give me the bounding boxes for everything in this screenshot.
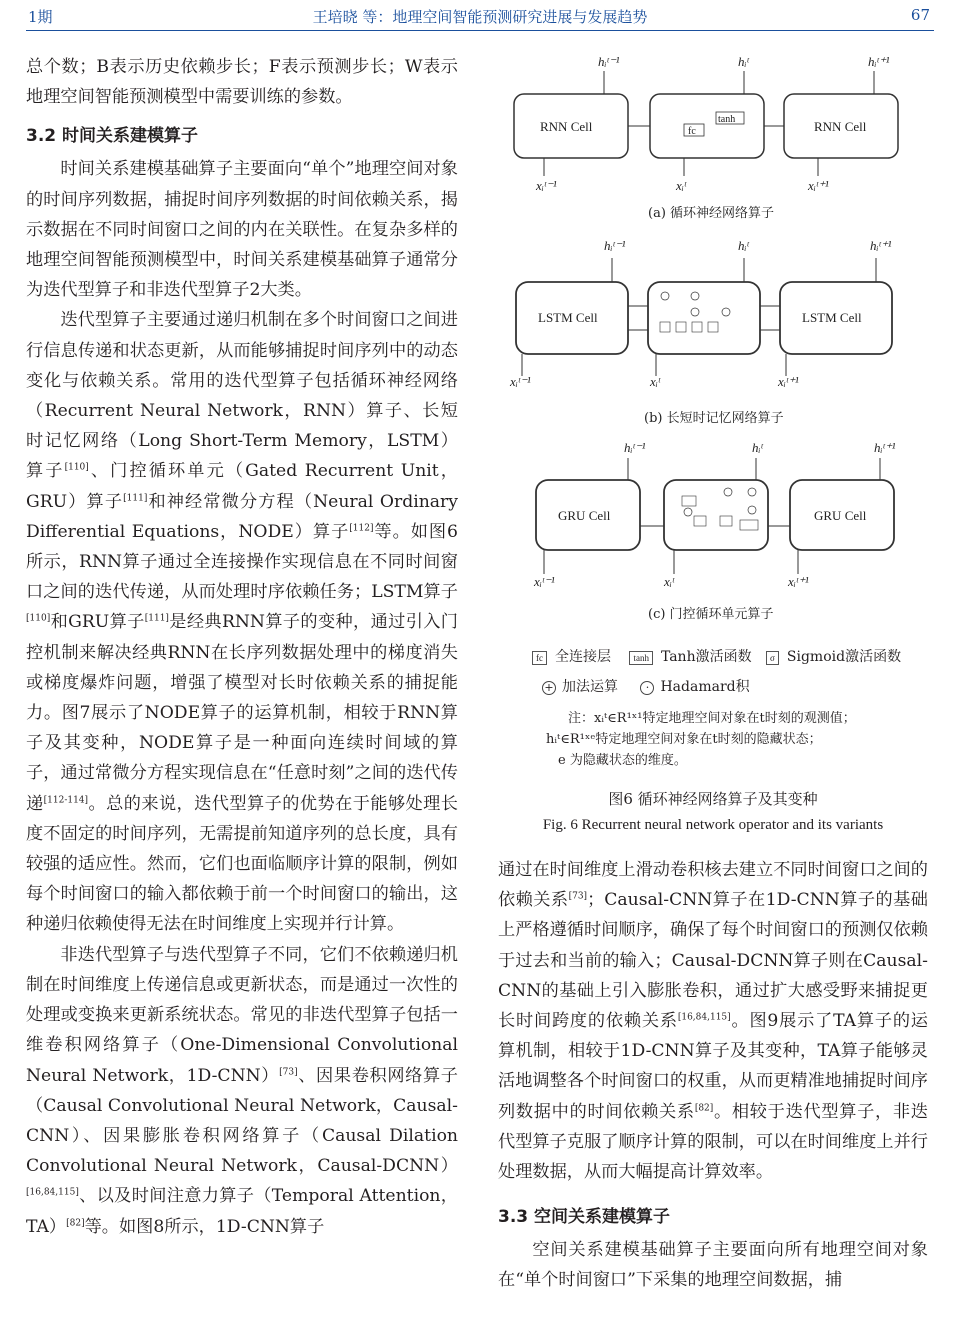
paragraph: 非迭代型算子与迭代型算子不同，它们不依赖递归机制在时间维度上传递信息或更新状态，而是通过一次性的处理或变换来更新系统状态。常见的非迭代型算子包括一维卷积网络算子（One-Dimensional Convolutional Neural Network，1D-CNN）[73]、因果卷积网络算子（Causal Convolutional Neural Network，Causal-CNN）、因果膨胀卷积网络算子（Causal Dilation Convolutional Neural Network，Causal-DCNN）[16,84,115]、以及时间注意力算子（Temporal Attention，TA）[82]等。如图8所示，1D-CNN算子: [26, 944, 458, 1237]
citation: [73]: [279, 1066, 298, 1077]
svg-text:RNN Cell: RNN Cell: [540, 119, 593, 134]
legend-row-2: [542, 676, 750, 696]
tanh-legend-icon: tanh: [629, 651, 653, 665]
figure-caption-en: Fig. 6 Recurrent neural network operator and its variants: [542, 817, 884, 833]
citation: [82]: [66, 1217, 85, 1228]
paragraph: 迭代型算子主要通过递归机制在多个时间窗口之间进行信息传递和状态更新，从而能够捕捉时间序列中的动态变化与依赖关系。常用的迭代型算子包括循环神经网络（Recurrent Neural Network，RNN）算子、长短时记忆网络（Long Short-Term Memory，LSTM）算子[110]、门控循环单元（Gated Recurrent Unit，GRU）算子[111]和神经常微分方程（Neural Ordinary Differential Equations，NODE）算子[112]等。如图6所示，RNN算子通过全连接操作实现信息在不同时间窗口之间的迭代传递，从而处理时序依赖任务；LSTM算子[110]和GRU算子[111]是经典RNN算子的变种，通过引入门控机制来解决经典RNN在长序列数据处理中的梯度消失或梯度爆炸问题，增强了模型对长时依赖关系的捕捉能力。图7展示了NODE算子的运算机制，相较于RNN算子及其变种，NODE算子是一种面向连续时间域的算子，通过常微分方程实现信息在“任意时刻”之间的迭代传递[112-114]。总的来说，迭代型算子的优势在于能够处理长度不固定的时间序列，无需提前知道序列的总长度，具有较强的适应性。然而，它们也面临顺序计算的限制，例如每个时间窗口的输入都依赖于前一个时间窗口的输出，这种递归依赖使得无法在时间维度上实现并行计算。: [26, 310, 458, 935]
page-number: 67: [910, 6, 930, 24]
right-column: [498, 855, 928, 1296]
legend-label: Hadamard积: [660, 679, 750, 695]
citation: [73]: [568, 891, 588, 902]
svg-text:xᵢᵗ⁺¹: xᵢᵗ⁺¹: [778, 374, 799, 389]
svg-text:hᵢᵗ⁻¹: hᵢᵗ⁻¹: [604, 238, 626, 253]
rnn-diagram: [514, 54, 898, 221]
svg-text:hᵢᵗ⁺¹: hᵢᵗ⁺¹: [870, 238, 892, 253]
svg-text:xᵢᵗ⁻¹: xᵢᵗ⁻¹: [536, 178, 557, 193]
citation: [110]: [26, 613, 51, 624]
svg-text:xᵢᵗ: xᵢᵗ: [664, 574, 675, 589]
svg-text:hᵢᵗ: hᵢᵗ: [752, 440, 763, 455]
running-header: [26, 0, 934, 31]
svg-text:GRU Cell: GRU Cell: [814, 508, 867, 523]
lstm-diagram: [509, 238, 892, 426]
svg-text:hᵢᵗ: hᵢᵗ: [738, 238, 749, 253]
svg-text:hᵢᵗ: hᵢᵗ: [738, 54, 749, 69]
citation: [110]: [64, 462, 89, 473]
legend-label: 加法运算: [562, 679, 618, 695]
section-heading-3-2: 3.2 时间关系建模算子: [26, 126, 199, 147]
citation: [111]: [123, 492, 148, 503]
sigmoid-legend-icon: σ: [766, 651, 779, 665]
paragraph: 时间关系建模基础算子主要面向“单个”地理空间对象的时间序列数据，捕捉时间序列数据的时间依赖关系，揭示数据在不同时间窗口之间的内在关联性。在复杂多样的地理空间智能预测模型中，时间关系建模基础算子通常分为迭代型算子和非迭代型算子2大类。: [26, 159, 458, 301]
paragraph: 通过在时间维度上滑动卷积核去建立不同时间窗口之间的依赖关系[73]；Causal-CNN算子在1D-CNN算子的基础上严格遵循时间顺序，确保了每个时间窗口的预测仅依赖于过去和当前的输入；Causal-DCNN算子则在Causal-CNN的基础上引入膨胀卷积，通过扩大感受野来捕捉更长时间跨度的依赖关系[16,84,115]。图9展示了TA算子的运算机制，相较于1D-CNN算子及其变种，TA算子能够灵活地调整各个时间窗口的权重，从而更精准地捕捉时间序列数据中的时间依赖关系[82]。相较于迭代型算子，非迭代型算子克服了顺序计算的限制，可以在时间维度上并行处理数据，从而大幅提高计算效率。: [498, 860, 928, 1183]
plus-icon: +: [542, 681, 556, 695]
citation: [112-114]: [43, 794, 89, 805]
svg-text:tanh: tanh: [718, 114, 736, 125]
hadamard-icon: ·: [640, 681, 654, 695]
citation: [111]: [144, 613, 169, 624]
legend-label: 全连接层: [555, 649, 611, 665]
svg-text:(c) 门控循环单元算子: (c) 门控循环单元算子: [648, 607, 774, 622]
svg-text:fc: fc: [688, 126, 696, 137]
legend-row-1: [532, 646, 901, 666]
svg-text:xᵢᵗ⁻¹: xᵢᵗ⁻¹: [510, 374, 531, 389]
legend-label: Sigmoid激活函数: [786, 649, 902, 665]
citation: [112]: [349, 523, 374, 534]
svg-text:hᵢᵗ⁺¹: hᵢᵗ⁺¹: [868, 54, 890, 69]
svg-text:xᵢᵗ⁺¹: xᵢᵗ⁺¹: [788, 574, 809, 589]
figure-6: [498, 46, 928, 846]
figure-note: 注：xᵢᵗ∈R¹ˣ¹特定地理空间对象在t时刻的观测值； hᵢᵗ∈R¹ˣᵉ特定地理空间对象在t时刻的隐藏状态； e 为隐藏状态的维度。: [546, 711, 856, 768]
svg-text:LSTM Cell: LSTM Cell: [802, 310, 862, 325]
svg-text:LSTM Cell: LSTM Cell: [538, 310, 598, 325]
svg-text:xᵢᵗ⁻¹: xᵢᵗ⁻¹: [534, 574, 555, 589]
legend-label: Tanh激活函数: [660, 649, 752, 665]
svg-text:(a) 循环神经网络算子: (a) 循环神经网络算子: [648, 206, 775, 221]
citation: [16,84,115]: [677, 1012, 731, 1023]
paragraph: 空间关系建模基础算子主要面向所有地理空间对象在“单个时间窗口”下采集的地理空间数据，捕: [498, 1240, 928, 1291]
issue-label: 1期: [28, 8, 53, 26]
paragraph: 总个数；B表示历史依赖步长；F表示预测步长；W表示地理空间智能预测模型中需要训练的参数。: [26, 57, 458, 108]
svg-text:hᵢᵗ⁻¹: hᵢᵗ⁻¹: [624, 440, 646, 455]
svg-text:hᵢᵗ⁺¹: hᵢᵗ⁺¹: [874, 440, 896, 455]
svg-text:xᵢᵗ: xᵢᵗ: [650, 374, 661, 389]
svg-text:GRU Cell: GRU Cell: [558, 508, 611, 523]
citation: [16,84,115]: [26, 1187, 79, 1198]
svg-text:xᵢᵗ: xᵢᵗ: [676, 178, 687, 193]
figure-6-diagram: [498, 46, 928, 786]
fc-legend-icon: fc: [532, 651, 547, 665]
header-title: 王培晓 等：地理空间智能预测研究进展与发展趋势: [312, 8, 648, 26]
citation: [82]: [694, 1102, 714, 1113]
section-heading-3-3: 3.3 空间关系建模算子: [498, 1207, 671, 1228]
left-column: [26, 52, 458, 1242]
figure-caption-cn: 图6 循环神经网络算子及其变种: [608, 790, 818, 808]
svg-text:RNN Cell: RNN Cell: [814, 119, 867, 134]
svg-text:hᵢᵗ⁻¹: hᵢᵗ⁻¹: [598, 54, 620, 69]
svg-text:xᵢᵗ⁺¹: xᵢᵗ⁺¹: [808, 178, 829, 193]
svg-text:(b) 长短时记忆网络算子: (b) 长短时记忆网络算子: [644, 411, 784, 426]
gru-diagram: [533, 440, 896, 622]
